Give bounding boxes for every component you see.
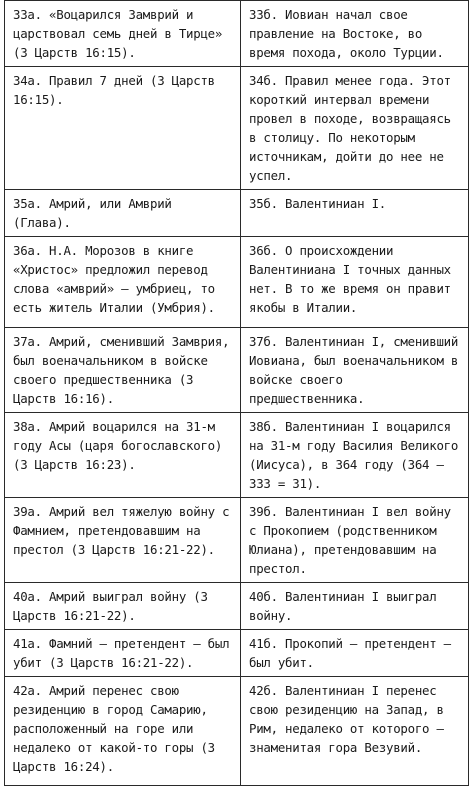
left-cell: 33а. «Воцарился Замврий и царствовал семь дней в Тирце» (3 Царств 16:15). [5,1,241,67]
table-row [5,498,469,583]
left-cell: 37а. Амрий, сменивший Замврия, был военачальником в войске своего предшественника (3 Царств 16:16). [5,328,241,413]
right-cell: 36б. О происхождении Валентиниана I точных данных нет. В то же время он правит якобы в Италии. [241,237,469,328]
right-cell: 42б. Валентиниан I перенес свою резиденцию на Запад, в Рим, недалеко от которого – знаменитая гора Везувий. [241,677,469,786]
right-cell: 35б. Валентиниан I. [241,190,469,237]
table-row [5,677,469,786]
table-row [5,67,469,190]
table-row [5,328,469,413]
right-cell: 41б. Прокопий – претендент – был убит. [241,630,469,677]
left-cell: 39а. Амрий вел тяжелую войну с Фамнием, претендовавшим на престол (3 Царств 16:21-22). [5,498,241,583]
right-cell: 37б. Валентиниан I, сменивший Иовиана, был военачальником в войске своего предшественника. [241,328,469,413]
right-cell: 39б. Валентиниан I вел войну с Прокопием (родственником Юлиана), претендовавшим на престол. [241,498,469,583]
left-cell: 38а. Амрий воцарился на 31-м году Асы (царя богославского) (3 Царств 16:23). [5,413,241,498]
right-cell: 40б. Валентиниан I выиграл войну. [241,583,469,630]
left-cell: 42а. Амрий перенес свою резиденцию в город Самарию, расположенный на горе или недалеко от какой-то горы (3 Царств 16:24). [5,677,241,786]
left-cell: 36а. Н.А. Морозов в книге «Христос» предложил перевод слова «амврий» – умбриец, то есть житель Италии (Умбрия). [5,237,241,328]
table-row [5,583,469,630]
right-cell: 34б. Правил менее года. Этот короткий интервал времени провел в походе, возвращаясь в столицу. По некоторым источникам, дойти до нее не успел. [241,67,469,190]
table-row [5,190,469,237]
table-row [5,237,469,328]
left-cell: 40а. Амрий выиграл войну (3 Царств 16:21-22). [5,583,241,630]
table-row [5,413,469,498]
left-cell: 41а. Фамний – претендент – был убит (3 Царств 16:21-22). [5,630,241,677]
right-cell: 33б. Иовиан начал свое правление на Востоке, во время похода, около Турции. [241,1,469,67]
table-row [5,1,469,67]
comparison-table [4,0,469,786]
left-cell: 35а. Амрий, или Амврий (Глава). [5,190,241,237]
left-cell: 34а. Правил 7 дней (3 Царств 16:15). [5,67,241,190]
table-row [5,630,469,677]
document-page [4,0,468,774]
right-cell: 38б. Валентиниан I воцарился на 31-м году Василия Великого (Иисуса), в 364 году (364 – 333 = 31). [241,413,469,498]
